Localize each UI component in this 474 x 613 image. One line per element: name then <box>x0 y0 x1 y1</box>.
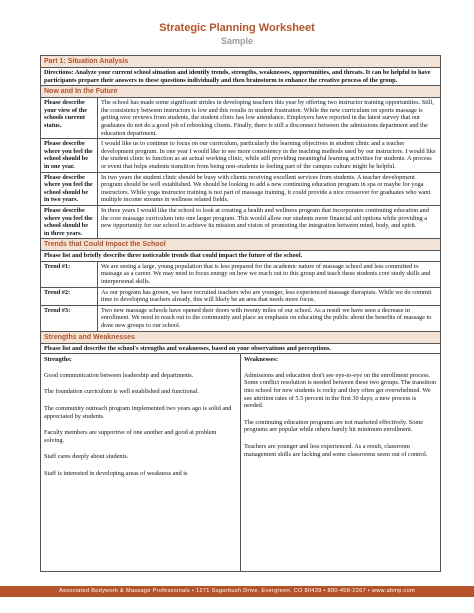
trend-2-text: As our program has grown, we have recruited teachers who are younger, less experienced massage therapists. While we do commit time to developing teachers already, this will likely be an area that needs more focus. <box>101 288 432 304</box>
question-two-years: Please describe where you feel the school should be in two years. <box>41 173 98 205</box>
situation-directions: Directions: Analyze your current school situation and identify trends, strengths, weaknesses, opportunities, and threats. It can be helpful to have participants prepare their answers to these questions individually and then brainstorm to enhance the creative process of the group. <box>41 67 440 85</box>
worksheet-table <box>40 55 441 572</box>
question-current-status: Please describe your view of the schools current status. <box>41 98 98 138</box>
weaknesses-column <box>240 354 440 571</box>
strength-item: Faculty members are supportive of one another and good at problem solving. <box>44 429 217 444</box>
strength-item: Staff cares deeply about students. <box>44 453 129 461</box>
table-row <box>41 97 440 138</box>
trend-2-label: Trend #2: <box>41 288 98 305</box>
footer-bar: Associated Bodywork & Massage Professionals • 1271 Sugarbush Drive, Evergreen, CO 80439 • 800-458-2267 • www.abmp.com <box>0 586 474 597</box>
weakness-item: Admissions and education don't see eye-to-eye on the enrollment process. Some conflict resolution is needed between these two groups. The transition into school for new students is rocky and they often get overwhelmed. We see attrition rates of 5.5 percent in the first 30 days; a new process is needed. <box>244 371 437 410</box>
weakness-item: Teachers are younger and less experienced. As a result, classroom management skills are lacking and some classrooms seem out of control. <box>244 442 428 458</box>
document-subtitle: Sample <box>220 36 253 46</box>
weaknesses-label: Weaknesses: <box>244 356 278 364</box>
strength-item: Good communication between leadership and departments. <box>44 371 194 379</box>
table-row <box>41 172 440 205</box>
table-row <box>41 287 440 305</box>
strengths-label: Strengths: <box>44 356 72 364</box>
strengths-weaknesses-columns <box>41 353 440 571</box>
answer-one-year: I would like us to continue to focus on our curriculum, particularly the learning objectives in student clinic and a teacher development program. In one year I would like to see more consistency in the teaching methods used by our instructors. I would like the student clinic to function as an actual working clinic, while still providing meaningful learning activities for students. A process or event that helps students transition from being non-students to feeling part of the campus culture might be helpful. <box>101 140 436 170</box>
strength-item: The community outreach program implemented two years ago is solid and appreciated by students. <box>44 405 232 420</box>
trend-3-text: Two new massage schools have opened their doors with twenty miles of our school. As a result we have seen a decrease in enrollment. We need to reach out to the community and place an emphasis on educating the public about the benefits of massage to draw new groups to our school. <box>101 306 432 330</box>
trends-directions: Please list and briefly describe three noticeable trends that could impact the future of the school. <box>41 250 440 261</box>
strength-item: Staff is interested in developing areas of weakness and is <box>44 469 188 477</box>
question-one-year: Please describe where you feel the school should be in one year. <box>41 139 98 171</box>
trend-3-label: Trend #3: <box>41 306 98 331</box>
table-row <box>41 138 440 171</box>
answer-current-status: The school has made some significant strides in developing teachers this year by offering two instructor training opportunities. Still, the consistency between instructors is low and this results in student frustration. While the new curriculum on sports massage is getting rave reviews from students, the student clinic has low attendance. Employers have reported in the latest survey that our graduates do not do a good job of rebooking clients. Finally, there is still a disconnect between the admissions department and the education department. <box>101 99 434 137</box>
answer-three-years: In three years I would like the school to look at creating a health and wellness program that incorporates continuing education and the core massage curriculum into one larger program. This would allow our students more financial aid options while providing a new opportunity for our school to achieve its mission and vision of promoting the integration between mind, body, and spirit. <box>101 206 429 230</box>
strengths-column <box>41 354 240 571</box>
section-heading-situation-analysis: Part 1: Situation Analysis <box>41 56 440 67</box>
table-row <box>41 205 440 238</box>
table-row <box>41 261 440 287</box>
table-row <box>41 305 440 331</box>
question-three-years: Please describe where you feel the school should be in three years. <box>41 206 98 238</box>
section-heading-now-future: Now and In the Future <box>41 85 440 97</box>
trend-1-label: Trend #1: <box>41 262 98 287</box>
section-heading-strengths-weaknesses: Strengths and Weaknesses <box>41 331 440 343</box>
trend-1-text: We are seeing a large, young population that is less prepared for the academic nature of massage school and less committed to massage as a career. We may need to focus energy on how we reach out to this group and teach these students core study skills and interpersonal skills. <box>101 262 431 286</box>
section-heading-trends: Trends that Could Impact the School <box>41 238 440 250</box>
sw-directions: Please list and describe the school's strengths and weaknesses, based on your observations and perceptions. <box>41 343 440 354</box>
answer-two-years: In two years the student clinic should be busy with clients receiving excellent services from students. A teacher development program should be well established. We should be looking to add a new continuing education program in spa or maybe for yoga instructors. While yoga instructor training is not part of massage training, it could provide a nice crossover for graduates who want multiple income streams in wellness related fields. <box>101 173 431 204</box>
weakness-item: The continuing education programs are not marketed effectively. Some programs are popular while others barely hit minimum enrollment. <box>244 418 424 434</box>
strength-item: The foundation curriculum is well established and functional. <box>44 388 199 396</box>
document-title: Strategic Planning Worksheet <box>159 22 315 34</box>
